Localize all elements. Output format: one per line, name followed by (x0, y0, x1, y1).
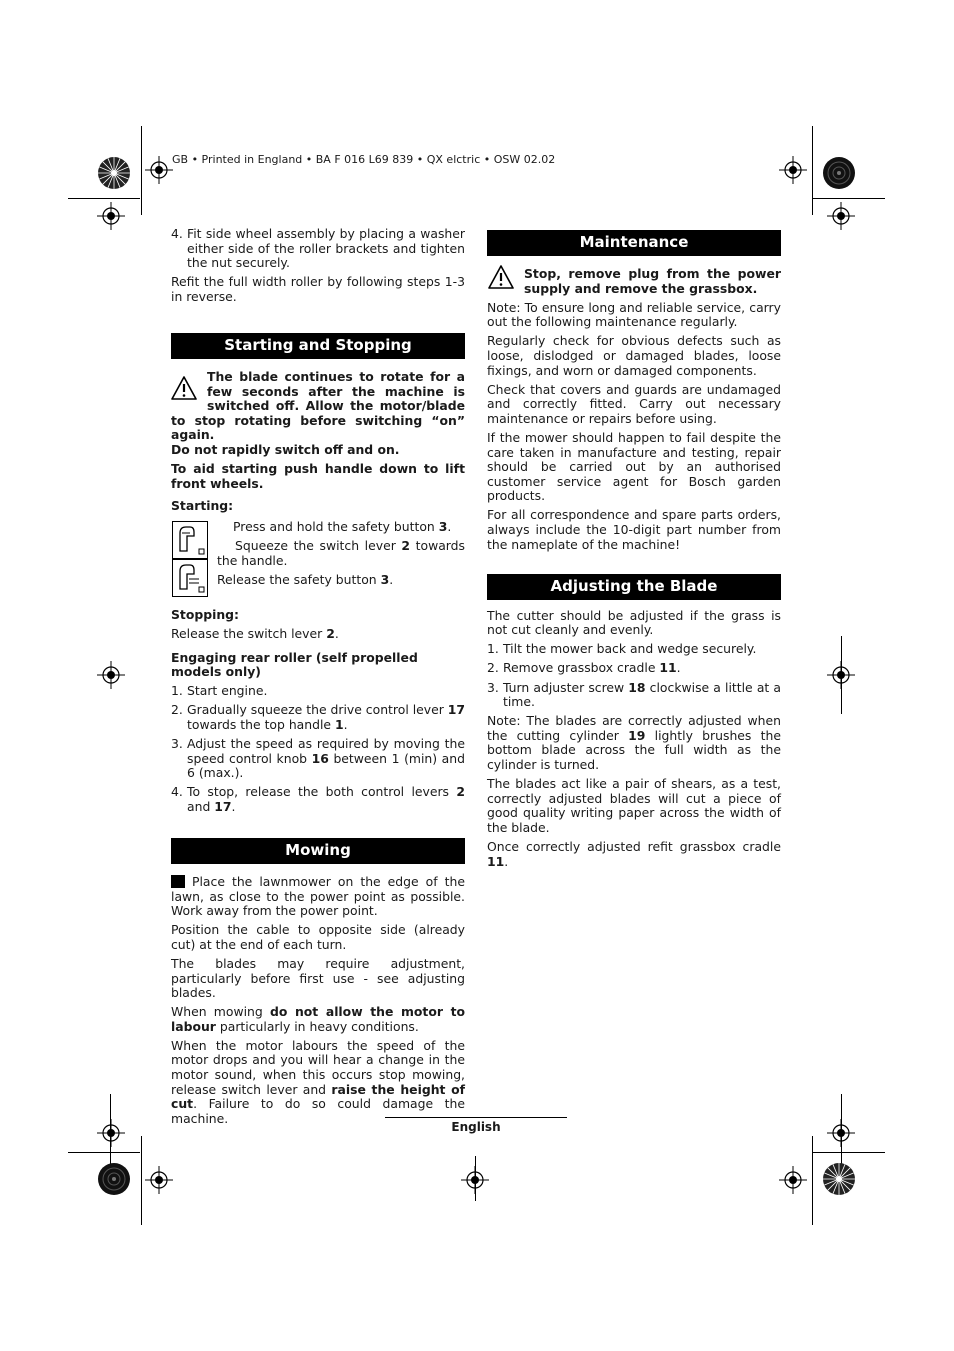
list-item (171, 684, 465, 699)
switch-lever-diagram-icon (172, 521, 208, 597)
square-bullet-icon (171, 875, 185, 888)
crop-mark (813, 198, 885, 199)
step-text: . (389, 572, 394, 588)
maintenance-text-1: Note: To ensure long and reliable service, carry out the following maintenance regularly. (487, 299, 781, 330)
list-item (171, 703, 465, 732)
adjusting-text-1: The cutter should be adjusted if the grass is not cut cleanly and evenly. (487, 607, 781, 638)
assembly-steps (171, 227, 465, 271)
list-text: Adjust the speed as required by moving the speed control knob 16 between 1 (min) and 6 (max.). (187, 735, 465, 781)
adjusting-note: Note: The blades are correctly adjusted when the cutting cylinder 19 lightly brushes the bottom blade across the full width as the cylinder is turned. (487, 713, 781, 773)
stopping-label: Stopping: (171, 606, 239, 622)
list-number: 3. (171, 735, 183, 751)
step-ref: 2 (326, 625, 335, 641)
warning-triangle-icon (488, 265, 514, 289)
crop-mark (812, 1136, 813, 1225)
list-text: Fit side wheel assembly by placing a washer either side of the roller brackets and tighten the nut securely. (187, 226, 465, 271)
start-step-3 (171, 573, 465, 588)
stopping-text (171, 627, 465, 642)
maintenance-warning (487, 267, 781, 296)
step-text: Release the safety button (217, 572, 381, 588)
paragraph-text: Place the lawnmower on the edge of the lawn, as close to the power point as possible. Work away from the power point. (171, 873, 465, 919)
maintenance-text-3: Check that covers and guards are undamaged and correctly fitted. Carry out necessary maintenance or repairs before using. (487, 381, 781, 426)
step-text: Release the switch lever (171, 625, 327, 641)
registration-crosshair-icon (97, 202, 125, 230)
section-title-adjusting-blade: Adjusting the Blade (487, 574, 781, 600)
step-text: Squeeze the switch lever (235, 537, 402, 553)
starburst-target-icon (97, 156, 131, 190)
list-number: 4. (171, 226, 183, 241)
crop-mark (141, 126, 142, 215)
list-text: Remove grassbox cradle 11. (503, 660, 681, 676)
aid-starting-text: To aid starting push handle down to lift front wheels. (171, 461, 465, 491)
crop-mark (68, 198, 140, 199)
start-step-1 (171, 520, 465, 535)
engaging-rear-roller-label: Engaging rear roller (self propelled models only) (171, 649, 418, 680)
maintenance-text-2: Regularly check for obvious defects such as loose, dislodged or damaged blades, loose fixings, and worn or damaged components. (487, 333, 781, 378)
color-target-icon (822, 156, 856, 190)
warning-text: Stop, remove plug from the power supply and remove the grassbox. (524, 266, 781, 296)
adjusting-shears-text: The blades act like a pair of shears, as a test, correctly adjusted blades will cut a piece of good quality writing paper across the width of the blade. (487, 776, 781, 835)
mowing-text-1 (171, 875, 465, 919)
step-text: towards the handle. (217, 537, 466, 568)
registration-crosshair-icon (97, 1119, 125, 1147)
warning-triangle-icon (171, 376, 197, 400)
maintenance-text-4: If the mower should happen to fail despite the care taken in manufacture and testing, repair should be carried out by an authorised customer service agent for Bosch garden products. (487, 429, 781, 504)
list-text: Gradually squeeze the drive control lever 17 towards the top handle 1. (187, 702, 466, 732)
crop-mark (812, 126, 813, 215)
registration-crosshair-icon (827, 661, 855, 689)
refit-roller-text: Refit the full width roller by following steps 1-3 in reverse. (171, 274, 465, 304)
registration-crosshair-icon (779, 1166, 807, 1194)
registration-crosshair-icon (779, 156, 807, 184)
step-ref: 3 (380, 572, 390, 588)
list-text: Start engine. (187, 683, 268, 699)
color-target-icon (97, 1162, 131, 1196)
start-step-2 (171, 539, 465, 568)
step-text: . (334, 625, 339, 641)
registration-crosshair-icon (145, 1166, 173, 1194)
starting-steps (171, 520, 465, 602)
registration-crosshair-icon (145, 156, 173, 184)
warning-text: The blade continues to rotate for a few seconds after the machine is switched off. Allow the motor/blade to stop rotating before switching “on” again. (171, 368, 465, 443)
print-info-line: GB • Printed in England • BA F 016 L69 839 • QX elctric • OSW 02.02 (172, 153, 556, 166)
left-column (171, 227, 465, 1131)
mowing-text-3: The blades may require adjustment, particularly before first use - see adjusting blades. (171, 955, 465, 1001)
list-item (487, 661, 781, 676)
mowing-text-4: When mowing do not allow the motor to labour particularly in heavy conditions. (171, 1004, 465, 1034)
crop-mark (141, 1136, 142, 1225)
list-text: Tilt the mower back and wedge securely. (503, 641, 757, 657)
step-text: . (447, 518, 452, 534)
section-title-maintenance: Maintenance (487, 230, 781, 256)
list-number: 2. (487, 660, 499, 676)
list-text: To stop, release the both control levers 2 and 17. (187, 784, 465, 814)
registration-crosshair-icon (827, 202, 855, 230)
right-column (487, 230, 781, 874)
switch-warning: Do not rapidly switch off and on. (171, 441, 400, 457)
footer-rule (385, 1117, 567, 1118)
list-item (487, 681, 781, 710)
engaging-steps (171, 684, 465, 814)
list-number: 3. (487, 679, 499, 695)
blade-warning (171, 370, 465, 443)
adjusting-steps (487, 642, 781, 709)
mowing-text-2: Position the cable to opposite side (already cut) at the end of each turn. (171, 922, 465, 952)
registration-crosshair-icon (827, 1119, 855, 1147)
mowing-text-5: When the motor labours the speed of the motor drops and you will hear a change in the motor sound, when this occurs stop mowing, release switch lever and raise the height of cut. Failure to do so could damage the machine. (171, 1037, 466, 1126)
list-item (171, 785, 465, 814)
section-title-starting-stopping: Starting and Stopping (171, 333, 465, 359)
list-number: 2. (171, 702, 183, 718)
adjusting-refit-text: Once correctly adjusted refit grassbox cradle 11. (487, 839, 781, 869)
footer-language: English (451, 1120, 501, 1134)
list-text: Turn adjuster screw 18 clockwise a little at a time. (503, 679, 781, 710)
step-text: Press and hold the safety button (233, 518, 439, 534)
step-ref: 3 (438, 518, 448, 534)
crop-mark (813, 1152, 885, 1153)
section-title-mowing: Mowing (171, 838, 465, 864)
maintenance-text-5: For all correspondence and spare parts orders, always include the 10-digit part number from the nameplate of the machine! (487, 507, 781, 552)
crop-mark (68, 1152, 140, 1153)
registration-crosshair-icon (461, 1166, 489, 1194)
starting-label: Starting: (171, 498, 234, 514)
registration-crosshair-icon (97, 661, 125, 689)
list-item (487, 642, 781, 657)
list-number: 4. (171, 784, 183, 800)
list-item (171, 227, 465, 271)
list-item (171, 737, 465, 781)
list-number: 1. (171, 683, 183, 699)
starburst-target-icon (822, 1162, 856, 1196)
step-ref: 2 (401, 537, 411, 553)
list-number: 1. (487, 641, 499, 657)
